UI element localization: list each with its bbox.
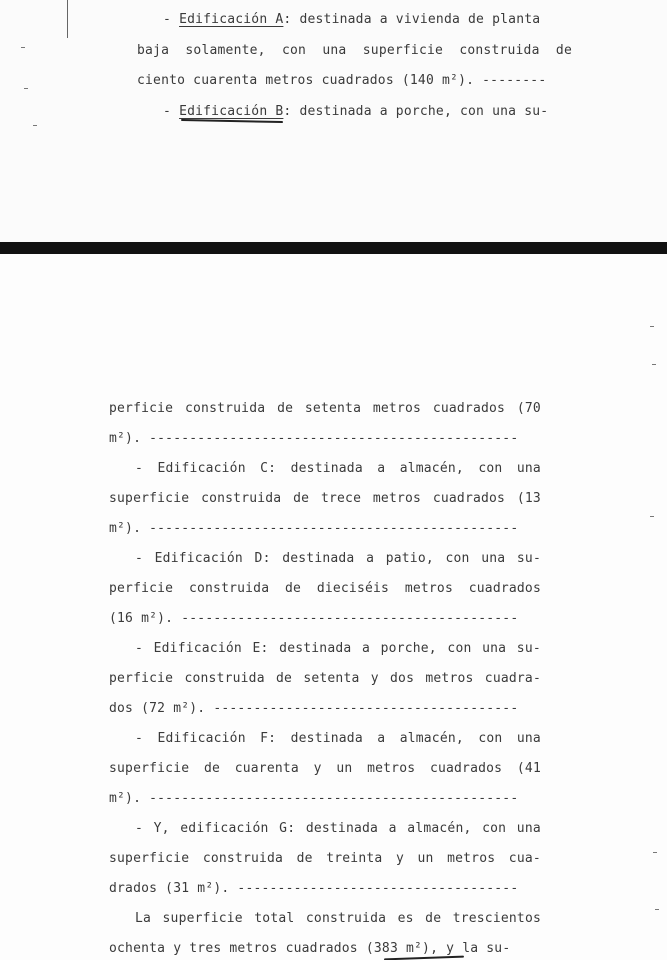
scan-speck [655, 909, 659, 910]
word: - [135, 821, 144, 836]
word: a [377, 731, 386, 746]
word: baja [137, 43, 170, 58]
word: trece [320, 491, 362, 506]
word: una [516, 821, 541, 836]
scan-speck [653, 852, 657, 853]
word: con [478, 461, 503, 476]
total-prefix: ochenta y tres metros cuadrados [109, 941, 366, 956]
word: almacén, [399, 731, 464, 746]
word: metros [367, 761, 416, 776]
word: superficie [362, 43, 444, 58]
word: cuarenta [234, 761, 299, 776]
word: una [516, 461, 541, 476]
text-line: m²). ---------------------------------------------- [109, 431, 519, 446]
word: - [135, 731, 144, 746]
word: G: [279, 821, 296, 836]
scan-speck [652, 364, 656, 365]
text-line-edificacion-d [135, 551, 541, 567]
text-line [109, 761, 541, 777]
word: Edificación [154, 551, 243, 566]
word: una [516, 731, 541, 746]
word: D: [254, 551, 271, 566]
word: destinada [290, 731, 363, 746]
word: trescientos [452, 911, 541, 926]
word: Edificación [157, 731, 246, 746]
word: almacén, [407, 821, 472, 836]
word: con [482, 821, 507, 836]
text-line: drados (31 m²). ----------------------------------- [109, 881, 519, 896]
word: destinada [305, 821, 379, 836]
word: construida [305, 911, 387, 926]
text-line-edificacion-a [163, 12, 540, 28]
word: dos [390, 671, 415, 686]
text-line-edificacion-c [135, 461, 541, 477]
text-line [109, 491, 541, 507]
word: de [276, 671, 293, 686]
word: es [397, 911, 414, 926]
word: con [478, 731, 503, 746]
word: de [285, 581, 302, 596]
text-line-total-value [109, 941, 510, 957]
word: destinada [290, 461, 363, 476]
bullet-dash: - [163, 12, 180, 27]
text-line: dos (72 m²). -------------------------------------- [109, 701, 519, 716]
text-line [109, 581, 541, 597]
word: Edificación [157, 461, 246, 476]
word: y [370, 671, 379, 686]
text-line: (16 m²). ------------------------------------------ [109, 611, 519, 626]
word: con [445, 551, 470, 566]
word: perficie [109, 401, 174, 416]
word: - [135, 461, 144, 476]
text-line [109, 851, 541, 867]
word: patio, [385, 551, 434, 566]
word: (41 [516, 761, 541, 776]
word: y [395, 851, 404, 866]
text-line-total [135, 911, 541, 927]
word: setenta [304, 401, 362, 416]
text-line-edificacion-f [135, 731, 541, 747]
word: metros [372, 491, 422, 506]
word: destinada [282, 551, 355, 566]
edificacion-b-label: Edificación B [179, 104, 284, 119]
word: de [296, 851, 313, 866]
word: almacén, [399, 461, 464, 476]
margin-rule [67, 0, 68, 38]
word: setenta [303, 671, 360, 686]
word: su- [516, 641, 541, 656]
word: superficie [109, 761, 190, 776]
word: Edificación [153, 641, 242, 656]
word: y [313, 761, 322, 776]
word: dieciséis [316, 581, 390, 596]
word: cuadrados [429, 761, 503, 776]
word: superficie [109, 851, 190, 866]
word: metros [447, 851, 496, 866]
word: edificación [180, 821, 269, 836]
scan-speck [33, 125, 37, 126]
word: destinada [279, 641, 352, 656]
word: Y, [153, 821, 170, 836]
word: construida [185, 401, 266, 416]
word: de [425, 911, 442, 926]
word: solamente, [185, 43, 266, 58]
word: a [366, 551, 375, 566]
word: - [135, 641, 144, 656]
word: una [322, 43, 347, 58]
word: construida [202, 851, 284, 866]
word: (70 [516, 401, 541, 416]
scan-speck [650, 326, 654, 327]
word: (13 [516, 491, 541, 506]
edificacion-b-rest: : destinada a porche, con una su- [283, 104, 549, 119]
word: de [293, 491, 310, 506]
word: treinta [326, 851, 383, 866]
word: cuadrados [432, 491, 506, 506]
edificacion-a-rest: : destinada a vivienda de planta [283, 12, 541, 27]
bullet-dash: - [163, 104, 180, 119]
word: metros [425, 671, 474, 686]
text-line: m²). ---------------------------------------------- [109, 791, 519, 806]
text-line-3: ciento cuarenta metros cuadrados (140 m²). -------- [137, 73, 547, 88]
word: un [336, 761, 353, 776]
text-line: m²). ---------------------------------------------- [109, 521, 519, 536]
edificacion-a-label: Edificación A [179, 12, 284, 27]
text-line [109, 401, 541, 417]
total-underlined-value: (383 m²), [365, 941, 439, 956]
text-line-2 [137, 43, 572, 59]
word: construida [188, 581, 270, 596]
word: cuadrados [432, 401, 506, 416]
text-line-edificacion-b [163, 104, 548, 120]
word: a [377, 461, 386, 476]
word: superficie [109, 491, 190, 506]
word: construida [201, 491, 282, 506]
text-line [109, 671, 541, 687]
word: porche, [380, 641, 437, 656]
word: de [555, 43, 572, 58]
word: construida [184, 671, 265, 686]
word: cuadrados [468, 581, 541, 596]
word: metros [372, 401, 422, 416]
scan-speck [21, 47, 25, 48]
text-line-edificacion-e [135, 641, 541, 657]
word: metros [404, 581, 453, 596]
word: un [417, 851, 434, 866]
text-line-edificacion-g [135, 821, 541, 837]
word: - [135, 551, 144, 566]
document-page-top [0, 0, 667, 242]
word: a [388, 821, 397, 836]
word: E: [252, 641, 269, 656]
word: cua- [508, 851, 541, 866]
word: de [277, 401, 294, 416]
word: C: [260, 461, 277, 476]
word: con [447, 641, 472, 656]
word: perficie [109, 581, 174, 596]
word: una [482, 641, 507, 656]
document-page-bottom [0, 254, 667, 960]
word: F: [260, 731, 277, 746]
word: superficie [162, 911, 243, 926]
total-suffix: y la su- [438, 941, 511, 956]
word: de [203, 761, 221, 776]
word: construida [459, 43, 540, 58]
word: una [481, 551, 506, 566]
word: La [135, 911, 152, 926]
scan-speck [24, 88, 28, 89]
word: con [281, 43, 307, 58]
word: su- [516, 551, 541, 566]
page-separator-bar [0, 242, 667, 254]
word: perficie [109, 671, 174, 686]
word: a [362, 641, 371, 656]
scan-speck [650, 516, 654, 517]
word: total [254, 911, 295, 926]
word: cuadra- [484, 671, 541, 686]
